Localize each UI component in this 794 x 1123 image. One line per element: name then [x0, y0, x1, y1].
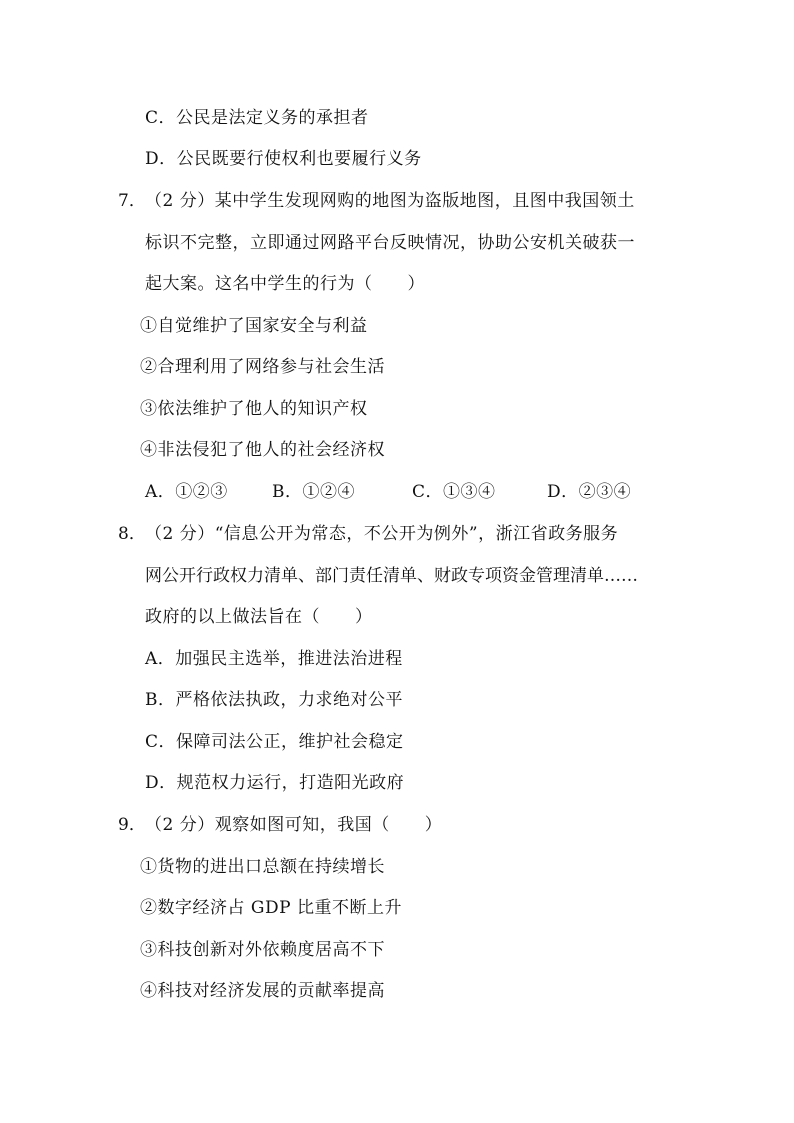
q7-choice-d: D．②③④	[547, 482, 632, 502]
q6-option-c: C．公民是法定义务的承担者	[145, 108, 369, 128]
q7-choice-a: A．①②③	[145, 482, 228, 502]
q7-item-2: ②合理利用了网络参与社会生活	[140, 357, 385, 377]
q7-choice-b: B．①②④	[272, 482, 355, 502]
q9-stem-line1: （2 分）观察如图可知，我国（ ）	[145, 815, 443, 835]
q6-option-d: D．公民既要行使权利也要履行义务	[145, 149, 422, 169]
q7-item-4: ④非法侵犯了他人的社会经济权	[140, 440, 385, 460]
q8-stem-line2: 网公开行政权力清单、部门责任清单、财政专项资金管理清单……	[145, 566, 638, 586]
q8-option-d: D．规范权力运行，打造阳光政府	[145, 773, 405, 793]
q7-number: 7．	[118, 191, 146, 211]
q8-option-c: C．保障司法公正，维护社会稳定	[145, 732, 404, 752]
q9-item-3: ③科技创新对外依赖度居高不下	[140, 940, 385, 960]
q8-stem-line1: （2 分）“信息公开为常态，不公开为例外”，浙江省政务服务	[145, 524, 619, 544]
q8-number: 8．	[118, 524, 146, 544]
q7-choice-c: C．①③④	[412, 482, 496, 502]
q7-stem-line2: 标识不完整，立即通过网路平台反映情况，协助公安机关破获一	[145, 233, 635, 253]
q7-item-1: ①自觉维护了国家安全与利益	[140, 316, 368, 336]
q9-item-1: ①货物的进出口总额在持续增长	[140, 857, 385, 877]
q8-option-b: B．严格依法执政，力求绝对公平	[145, 690, 403, 710]
q7-item-3: ③依法维护了他人的知识产权	[140, 399, 368, 419]
q9-item-4: ④科技对经济发展的贡献率提高	[140, 981, 385, 1001]
q7-stem-line1: （2 分）某中学生发现网购的地图为盗版地图，且图中我国领土	[145, 191, 635, 211]
q7-stem-line3: 起大案。这名中学生的行为（ ）	[145, 274, 425, 294]
q9-item-2: ②数字经济占 GDP 比重不断上升	[140, 898, 402, 918]
q8-option-a: A．加强民主选举，推进法治进程	[145, 649, 403, 669]
q9-number: 9．	[118, 815, 146, 835]
q8-stem-line3: 政府的以上做法旨在（ ）	[145, 607, 373, 627]
